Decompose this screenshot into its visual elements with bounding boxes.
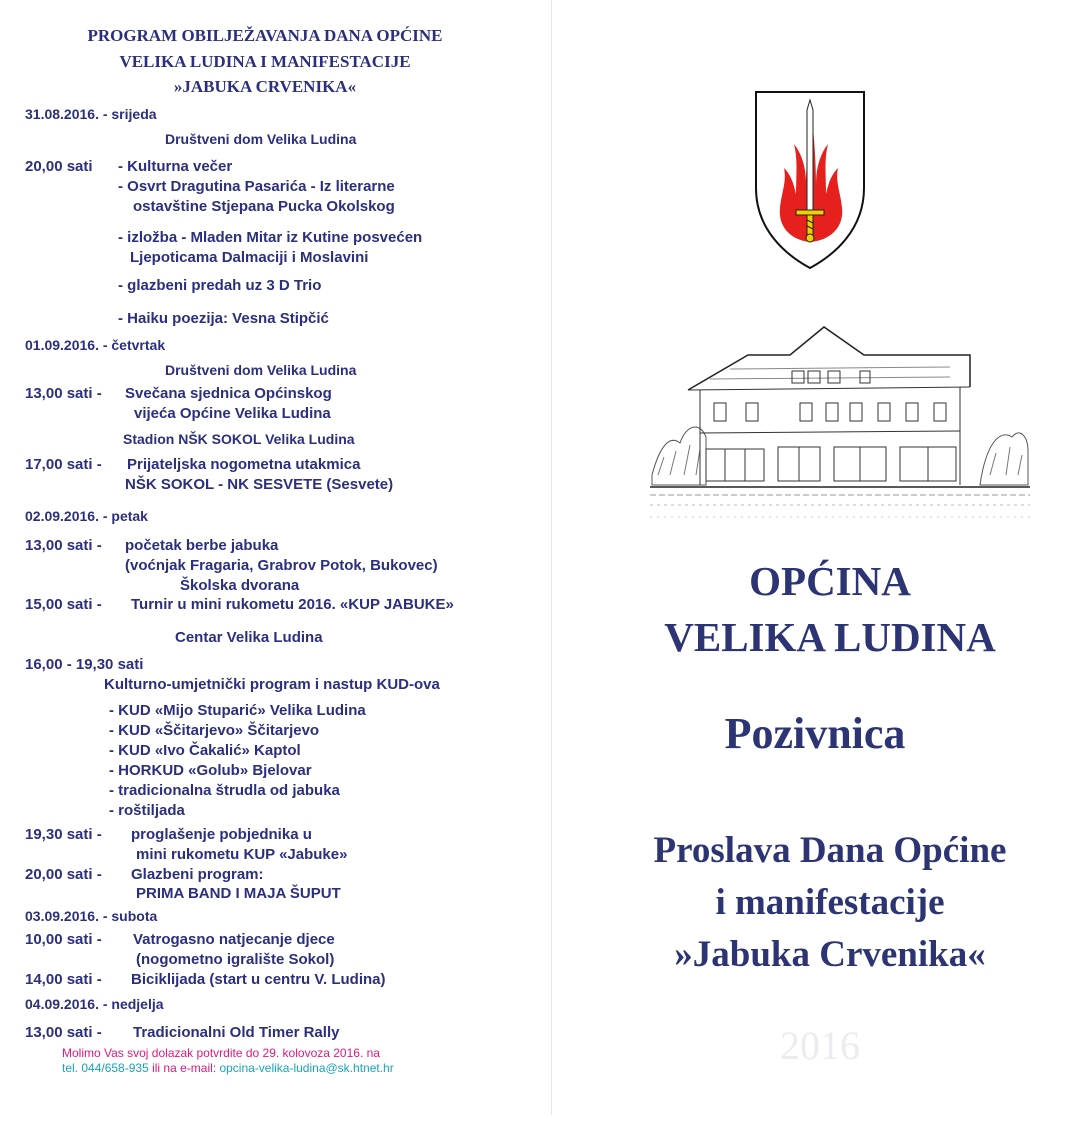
- day2-venue-2: Stadion NŠK SOKOL Velika Ludina: [123, 431, 355, 447]
- day3-e2-line: Turnir u mini rukometu 2016. «KUP JABUKE»: [131, 596, 454, 613]
- day1-e1-title: - Kulturna večer: [118, 158, 233, 175]
- rsvp-line-1: Molimo Vas svoj dolazak potvrdite do 29. kolovoza 2016. na: [62, 1046, 380, 1060]
- day3-e3-line: Kulturno-umjetnički program i nastup KUD-ova: [104, 676, 440, 693]
- day1-e1-line: - Haiku poezija: Vesna Stipčić: [118, 310, 329, 327]
- day3-e4-line: proglašenje pobjednika u: [131, 826, 312, 843]
- celebration-line-3: »Jabuka Crvenika«: [674, 934, 986, 975]
- day3-venue-1: Školska dvorana: [180, 577, 300, 594]
- list-item: - KUD «Mijo Stuparić» Velika Ludina: [109, 702, 366, 719]
- rsvp-line-2: [62, 1061, 394, 1075]
- program-heading-1: PROGRAM OBILJEŽAVANJA DANA OPĆINE: [87, 26, 443, 45]
- year-watermark: 2016: [780, 1023, 860, 1068]
- list-item: - KUD «Ivo Čakalić» Kaptol: [109, 742, 301, 759]
- day3-e2-time: 15,00 sati -: [25, 596, 102, 613]
- day1-e1-line: - glazbeni predah uz 3 D Trio: [118, 277, 322, 294]
- day3-date: 02.09.2016. - petak: [25, 508, 148, 524]
- day3-e1-line: (voćnjak Fragaria, Grabrov Potok, Bukovec): [125, 557, 438, 574]
- day3-e5-line: PRIMA BAND I MAJA ŠUPUT: [136, 885, 341, 902]
- list-item: - tradicionalna štrudla od jabuka: [109, 782, 340, 799]
- day4-e2-time: 14,00 sati -: [25, 971, 102, 988]
- list-item: - KUD «Ščitarjevo» Ščitarjevo: [109, 722, 320, 739]
- invitation-title: Pozivnica: [724, 709, 906, 758]
- celebration-line-2: i manifestacije: [715, 882, 945, 923]
- day1-venue: Društveni dom Velika Ludina: [165, 131, 357, 147]
- day4-e1-time: 10,00 sati -: [25, 931, 102, 948]
- list-item: - HORKUD «Golub» Bjelovar: [109, 762, 312, 779]
- day3-e5-line: Glazbeni program:: [131, 866, 264, 883]
- day4-e1-line: Vatrogasno natjecanje djece: [133, 931, 335, 948]
- municipality-title-2: VELIKA LUDINA: [664, 614, 996, 660]
- day3-e3-time: 16,00 - 19,30 sati: [25, 656, 144, 673]
- day3-venue-2: Centar Velika Ludina: [175, 629, 323, 646]
- day5-e1-time: 13,00 sati -: [25, 1024, 102, 1041]
- day5-e1-line: Tradicionalni Old Timer Rally: [133, 1024, 340, 1041]
- day2-e2-line: Prijateljska nogometna utakmica: [127, 456, 361, 473]
- day1-e1-line: - izložba - Mladen Mitar iz Kutine posvećen: [118, 229, 423, 246]
- day2-e2-line: NŠK SOKOL - NK SESVETE (Sesvete): [125, 476, 394, 493]
- day2-venue-1: Društveni dom Velika Ludina: [165, 362, 357, 378]
- program-heading-3: »JABUKA CRVENIKA«: [173, 77, 357, 96]
- page-fold: [551, 0, 552, 1115]
- list-item: - roštiljada: [109, 802, 185, 819]
- day4-date: 03.09.2016. - subota: [25, 908, 158, 924]
- rsvp-email-link[interactable]: opcina-velika-ludina@sk.htnet.hr: [219, 1061, 394, 1075]
- day4-e1-line: (nogometno igralište Sokol): [136, 951, 335, 968]
- day3-e4-time: 19,30 sati -: [25, 826, 102, 843]
- day2-e2-time: 17,00 sati -: [25, 456, 102, 473]
- municipality-title-1: OPĆINA: [749, 558, 911, 604]
- day2-date: 01.09.2016. - četvrtak: [25, 337, 166, 353]
- coat-of-arms-icon: [754, 90, 866, 270]
- program-heading-2: VELIKA LUDINA I MANIFESTACIJE: [119, 52, 411, 71]
- town-hall-illustration: [650, 325, 1030, 525]
- rsvp-phone: tel. 044/658-935: [62, 1061, 149, 1075]
- day1-date: 31.08.2016. - srijeda: [25, 106, 157, 122]
- rsvp-connector: ili na e-mail:: [148, 1061, 220, 1075]
- day3-e1-time: 13,00 sati -: [25, 537, 102, 554]
- day3-e1-line: početak berbe jabuka: [125, 537, 279, 554]
- day2-e1-time: 13,00 sati -: [25, 385, 102, 402]
- day4-e2-line: Biciklijada (start u centru V. Ludina): [131, 971, 386, 988]
- day5-date: 04.09.2016. - nedjelja: [25, 996, 164, 1012]
- day2-e1-line: Svečana sjednica Općinskog: [125, 385, 332, 402]
- day3-e4-line: mini rukometu KUP «Jabuke»: [136, 846, 348, 863]
- day2-e1-line: vijeća Općine Velika Ludina: [134, 405, 331, 422]
- day1-e1-line: Ljepoticama Dalmaciji i Moslavini: [130, 249, 369, 266]
- day3-e5-time: 20,00 sati -: [25, 866, 102, 883]
- day1-e1-line: ostavštine Stjepana Pucka Okolskog: [133, 198, 395, 215]
- day1-e1-line: - Osvrt Dragutina Pasarića - Iz literarne: [118, 178, 395, 195]
- celebration-line-1: Proslava Dana Općine: [653, 830, 1007, 871]
- day1-e1-time: 20,00 sati: [25, 158, 93, 175]
